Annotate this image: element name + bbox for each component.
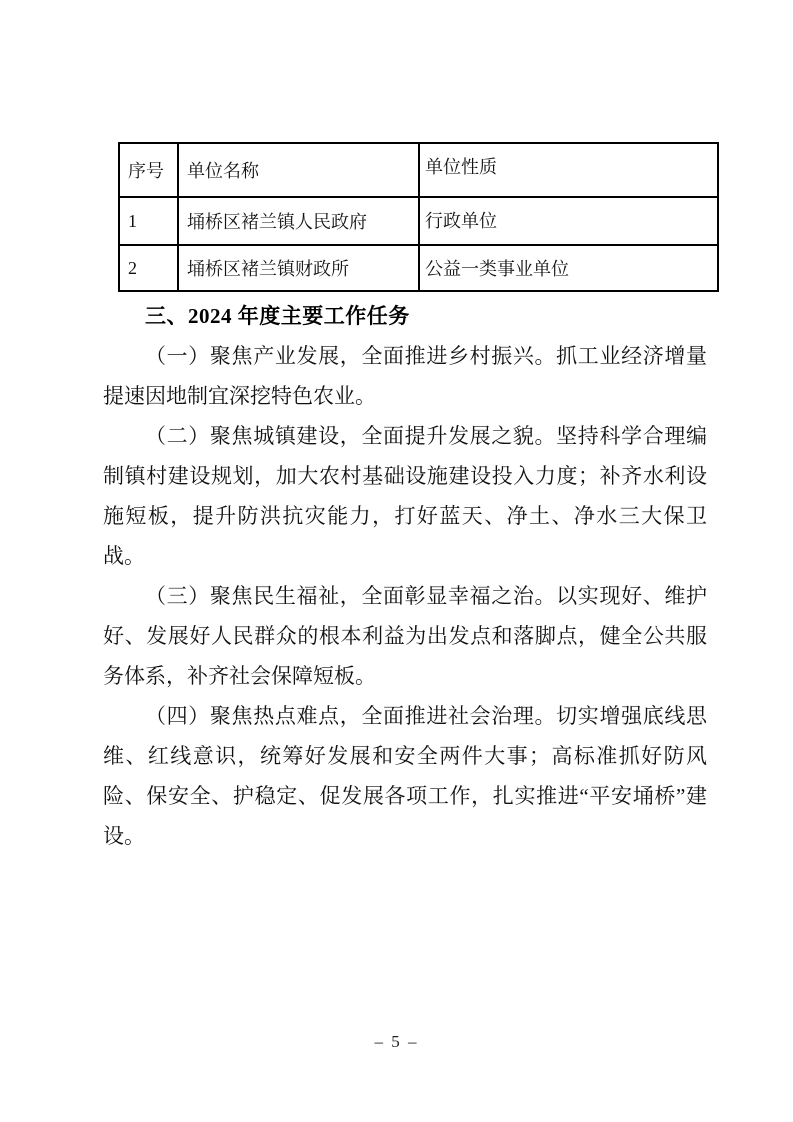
table-row <box>119 245 718 291</box>
cell-unit-name: 埇桥区褚兰镇财政所 <box>178 245 419 291</box>
paragraph-4: （四）聚焦热点难点，全面推进社会治理。切实增强底线思维、红线意识，统筹好发展和安全两件大事；高标准抓好防风险、保安全、护稳定、促发展各项工作，扎实推进“平安埇桥”建设。 <box>103 704 707 848</box>
cell-unit-nature: 公益一类事业单位 <box>419 245 718 291</box>
units-table <box>118 142 719 292</box>
header-cell-unit-nature: 单位性质 <box>419 143 718 197</box>
table-header-row <box>119 143 718 197</box>
header-cell-index: 序号 <box>119 143 178 197</box>
table-row <box>119 197 718 245</box>
cell-unit-nature: 行政单位 <box>419 197 718 245</box>
cell-index: 1 <box>119 197 178 245</box>
paragraph-1: （一）聚焦产业发展，全面推进乡村振兴。抓工业经济增量提速因地制宜深挖特色农业。 <box>103 344 707 408</box>
paragraph-2: （二）聚焦城镇建设，全面提升发展之貌。坚持科学合理编制镇村建设规划，加大农村基础设施建设投入力度；补齐水利设施短板，提升防洪抗灾能力，打好蓝天、净土、净水三大保卫战。 <box>103 424 707 568</box>
document-body <box>103 296 707 856</box>
cell-unit-name: 埇桥区褚兰镇人民政府 <box>178 197 419 245</box>
page-number: – 5 – <box>374 1032 419 1051</box>
section-heading: 三、2024 年度主要工作任务 <box>145 304 410 328</box>
paragraph-3: （三）聚焦民生福祉，全面彰显幸福之治。以实现好、维护好、发展好人民群众的根本利益为出发点和落脚点，健全公共服务体系，补齐社会保障短板。 <box>103 584 707 688</box>
header-cell-unit-name: 单位名称 <box>178 143 419 197</box>
cell-index: 2 <box>119 245 178 291</box>
